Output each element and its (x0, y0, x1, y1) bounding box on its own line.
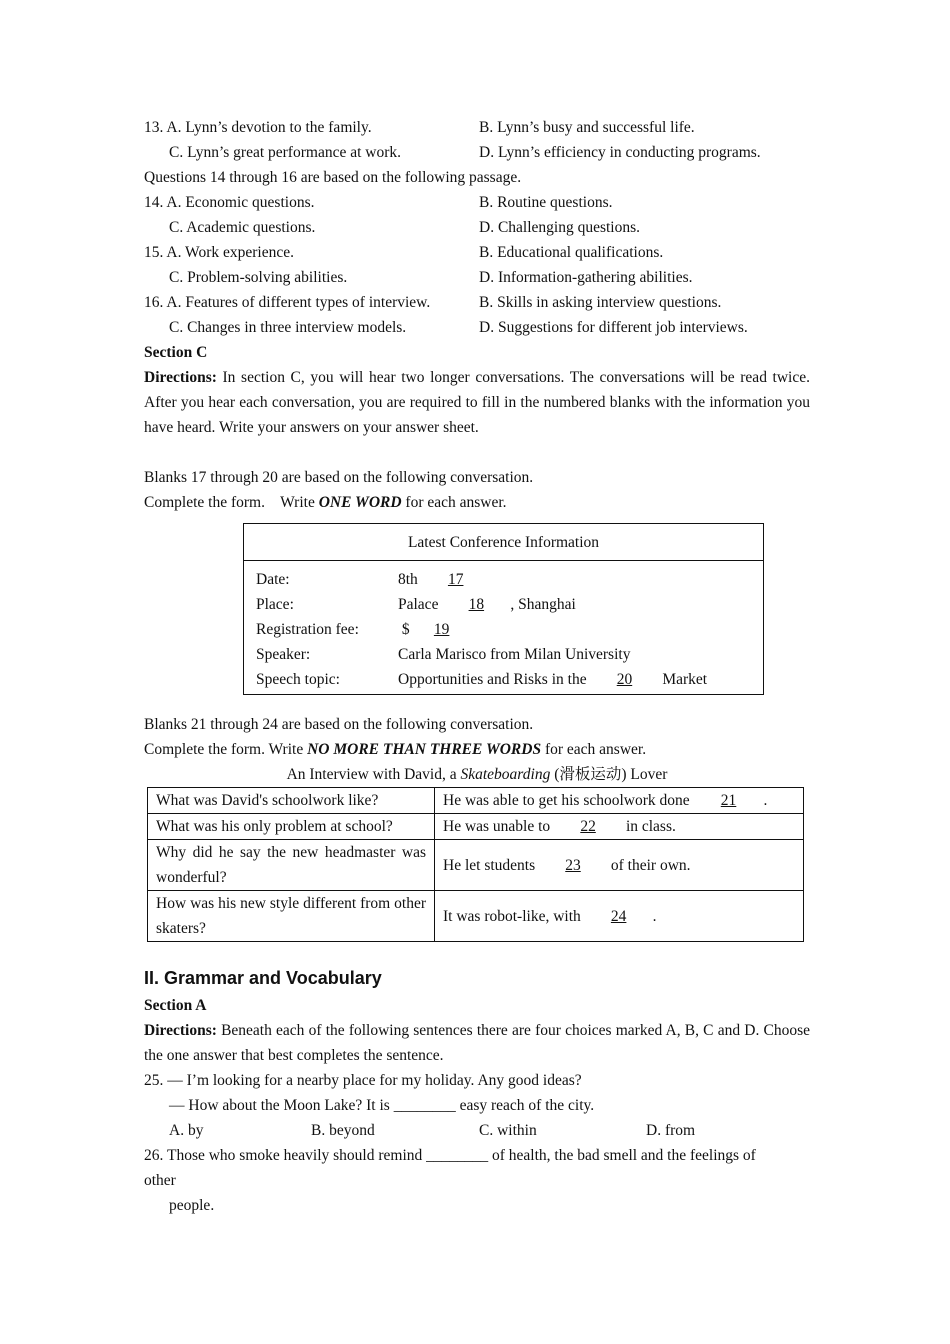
conference-form (243, 523, 764, 695)
q16-option-d: D. Suggestions for different job interviews. (479, 319, 748, 336)
q16-option-a: 16. A. Features of different types of interview. (144, 294, 431, 311)
exam-page (144, 115, 810, 1218)
table-row (148, 891, 804, 942)
title-suffix: (滑板运动) Lover (550, 766, 668, 783)
q26-line3: people. (169, 1197, 215, 1214)
place-label: Place: (256, 596, 294, 613)
topic-suffix: Market (658, 671, 708, 688)
blank-17[interactable]: 17 (447, 571, 464, 588)
blanks-21-24-instruction (144, 737, 810, 762)
instruction-tail: for each answer. (401, 494, 507, 511)
answer-suffix: . (763, 792, 768, 809)
interview-table (147, 787, 804, 942)
directions-label: Directions: (144, 369, 217, 386)
conference-form-title: Latest Conference Information (244, 524, 763, 561)
blank-21[interactable]: 21 (720, 792, 737, 809)
speaker-label: Speaker: (256, 646, 311, 663)
conference-date-row (256, 567, 763, 592)
conference-speaker-row (256, 642, 763, 667)
answer-suffix: . (652, 907, 657, 925)
answer-prefix: He let students (443, 856, 539, 874)
section-a-directions (144, 1018, 810, 1068)
directions-label: Directions: (144, 1022, 217, 1039)
directions-text: Beneath each of the following sentences there are four choices marked A, B, C and D. Choose the one answer that best completes the sentence. (144, 1022, 810, 1064)
question-cell: Why did he say the new headmaster was wonderful? (148, 840, 435, 891)
answer-suffix: of their own. (607, 856, 691, 874)
answer-cell (435, 788, 804, 814)
q15-option-d: D. Information-gathering abilities. (479, 269, 693, 286)
answer-suffix: in class. (622, 818, 676, 835)
q13-line1 (144, 115, 810, 140)
blank-23[interactable]: 23 (565, 856, 581, 874)
topic-prefix: Opportunities and Risks in the (398, 671, 591, 688)
q13-option-d: D. Lynn’s efficiency in conducting programs. (479, 144, 761, 161)
date-label: Date: (256, 571, 290, 588)
conference-place-row (256, 592, 763, 617)
q25-option-d: D. from (646, 1122, 696, 1139)
q25-option-b: B. beyond (311, 1122, 375, 1139)
q15-line2 (144, 265, 810, 290)
q13-option-c: C. Lynn’s great performance at work. (169, 144, 401, 161)
table-row (148, 814, 804, 840)
q16-line1 (144, 290, 810, 315)
section-c-directions (144, 365, 810, 440)
q13-line2 (144, 140, 810, 165)
conference-topic-row (256, 667, 763, 692)
blanks-17-20-note: Blanks 17 through 20 are based on the following conversation. (144, 469, 534, 486)
instruction-text: Complete the form. Write (144, 741, 308, 758)
q13-option-a: 13. A. Lynn’s devotion to the family. (144, 119, 372, 136)
title-prefix: An Interview with David, a (286, 766, 461, 783)
q25-options (144, 1118, 810, 1143)
part-two-heading: II. Grammar and Vocabulary (144, 968, 382, 988)
q14-option-c: C. Academic questions. (169, 219, 316, 236)
q14-option-d: D. Challenging questions. (479, 219, 641, 236)
q25-option-c: C. within (479, 1122, 537, 1139)
answer-cell (435, 840, 804, 891)
blank-22[interactable]: 22 (580, 818, 596, 835)
question-cell: How was his new style different from other skaters? (148, 891, 435, 942)
blank-19[interactable]: 19 (433, 621, 450, 638)
instruction-text: Complete the form. Write (144, 494, 319, 511)
topic-label: Speech topic: (256, 671, 340, 688)
answer-cell (435, 891, 804, 942)
passage-note: Questions 14 through 16 are based on the following passage. (144, 169, 522, 186)
q25-line1: 25. — I’m looking for a nearby place for my holiday. Any good ideas? (144, 1072, 582, 1089)
instruction-tail: for each answer. (541, 741, 647, 758)
q16-line2 (144, 315, 810, 340)
blanks-17-20-instruction (144, 490, 810, 515)
q15-line1 (144, 240, 810, 265)
q13-option-b: B. Lynn’s busy and successful life. (479, 119, 695, 136)
section-c-heading: Section C (144, 344, 208, 361)
instruction-emphasis: ONE WORD (318, 494, 402, 511)
q14-line1 (144, 190, 810, 215)
blanks-21-24-note: Blanks 21 through 24 are based on the following conversation. (144, 716, 534, 733)
interview-table-title (144, 762, 810, 787)
table-row (148, 788, 804, 814)
answer-prefix: It was robot-like, with (443, 907, 585, 925)
instruction-emphasis: NO MORE THAN THREE WORDS (307, 741, 542, 758)
answer-prefix: He was unable to (443, 818, 555, 835)
q25-option-a: A. by (169, 1122, 204, 1139)
answer-prefix: He was able to get his schoolwork done (443, 792, 694, 809)
conference-fee-row (256, 617, 763, 642)
date-prefix: 8th (398, 571, 422, 588)
q14-line2 (144, 215, 810, 240)
q25-line2: — How about the Moon Lake? It is ________ easy reach of the city. (169, 1097, 595, 1114)
blank-18[interactable]: 18 (468, 596, 485, 613)
blank-24[interactable]: 24 (610, 907, 627, 925)
question-cell: What was his only problem at school? (148, 814, 435, 840)
q15-option-a: 15. A. Work experience. (144, 244, 294, 261)
q16-option-b: B. Skills in asking interview questions. (479, 294, 722, 311)
q14-option-a: 14. A. Economic questions. (144, 194, 315, 211)
question-cell: What was David's schoolwork like? (148, 788, 435, 814)
title-emphasis: Skateboarding (460, 766, 551, 783)
section-a-heading: Section A (144, 997, 207, 1014)
q15-option-c: C. Problem-solving abilities. (169, 269, 348, 286)
fee-label: Registration fee: (256, 621, 359, 638)
table-row (148, 840, 804, 891)
q14-option-b: B. Routine questions. (479, 194, 613, 211)
answer-cell (435, 814, 804, 840)
q16-option-c: C. Changes in three interview models. (169, 319, 407, 336)
q15-option-b: B. Educational qualifications. (479, 244, 664, 261)
directions-text: In section C, you will hear two longer conversations. The conversations will be read twice. After you hear each conversation, you are required to fill in the numbered blanks with the information you have heard. Write your answers on your answer sheet. (144, 369, 810, 436)
place-suffix: , Shanghai (510, 596, 576, 613)
speaker-value: Carla Marisco from Milan University (398, 646, 631, 663)
fee-prefix: $ (398, 621, 410, 638)
place-prefix: Palace (398, 596, 443, 613)
blank-20[interactable]: 20 (616, 671, 633, 688)
q26-line1: 26. Those who smoke heavily should remind ________ of health, the bad smell and the feelings of (144, 1147, 756, 1164)
q26-line2: other (144, 1172, 176, 1189)
